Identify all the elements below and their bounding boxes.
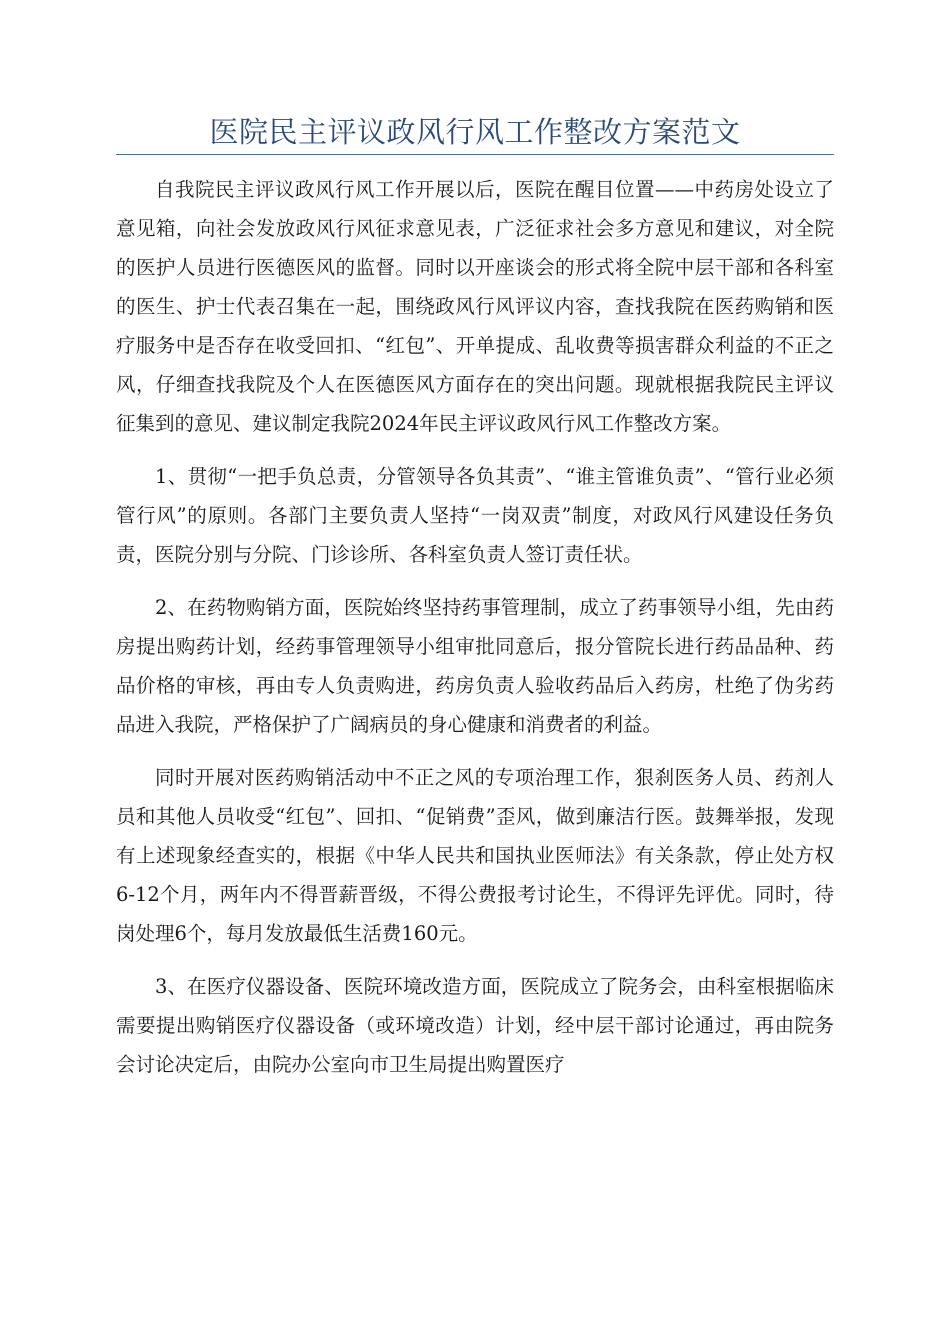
title-underline (116, 154, 834, 155)
paragraph-item-2: 2、在药物购销方面，医院始终坚持药事管理制，成立了药事领导小组，先由药房提出购药计划，经药事管理领导小组审批同意后，报分管院长进行药品品种、药品价格的审核，再由专人负责购进，药房负责人验收药品后入药房，杜绝了伪劣药品进入我院，严格保护了广阔病员的身心健康和消费者的利益。 (116, 596, 834, 736)
paragraph-item-1: 1、贯彻“一把手负总责，分管领导各负其责”、“谁主管谁负责”、“管行业必须管行风”的原则。各部门主要负责人坚持“一岗双责”制度，对政风行风建设任务负责，医院分别与分院、门诊诊所、各科室负责人签订责任状。 (116, 465, 834, 566)
paragraph-item-3: 3、在医疗仪器设备、医院环境改造方面，医院成立了院务会，由科室根据临床需要提出购销医疗仪器设备（或环境改造）计划，经中层干部讨论通过，再由院务会讨论决定后，由院办公室向市卫生局提出购置医疗 (116, 975, 834, 1076)
paragraph-intro: 自我院民主评议政风行风工作开展以后，医院在醒目位置——中药房处设立了意见箱，向社会发放政风行风征求意见表，广泛征求社会多方意见和建议，对全院的医护人员进行医德医风的监督。同时以开座谈会的形式将全院中层干部和各科室的医生、护士代表召集在一起，围绕政风行风评议内容，查找我院在医药购销和医疗服务中是否存在收受回扣、“红包”、开单提成、乱收费等损害群众利益的不正之风，仔细查找我院及个人在医德医风方面存在的突出问题。现就根据我院民主评议征集到的意见、建议制定我院2024年民主评议政风行风工作整改方案。 (116, 178, 834, 435)
document-body (116, 170, 834, 1098)
paragraph-item-2-continued: 同时开展对医药购销活动中不正之风的专项治理工作，狠刹医务人员、药剂人员和其他人员收受“红包”、回扣、“促销费”歪风，做到廉洁行医。鼓舞举报，发现有上述现象经查实的，根据《中华人民共和国执业医师法》有关条款，停止处方权6-12个月，两年内不得晋薪晋级，不得公费报考讨论生，不得评先评优。同时，待岗处理6个，每月发放最低生活费160元。 (116, 766, 834, 945)
document-title: 医院民主评议政风行风工作整改方案范文 (209, 115, 741, 149)
